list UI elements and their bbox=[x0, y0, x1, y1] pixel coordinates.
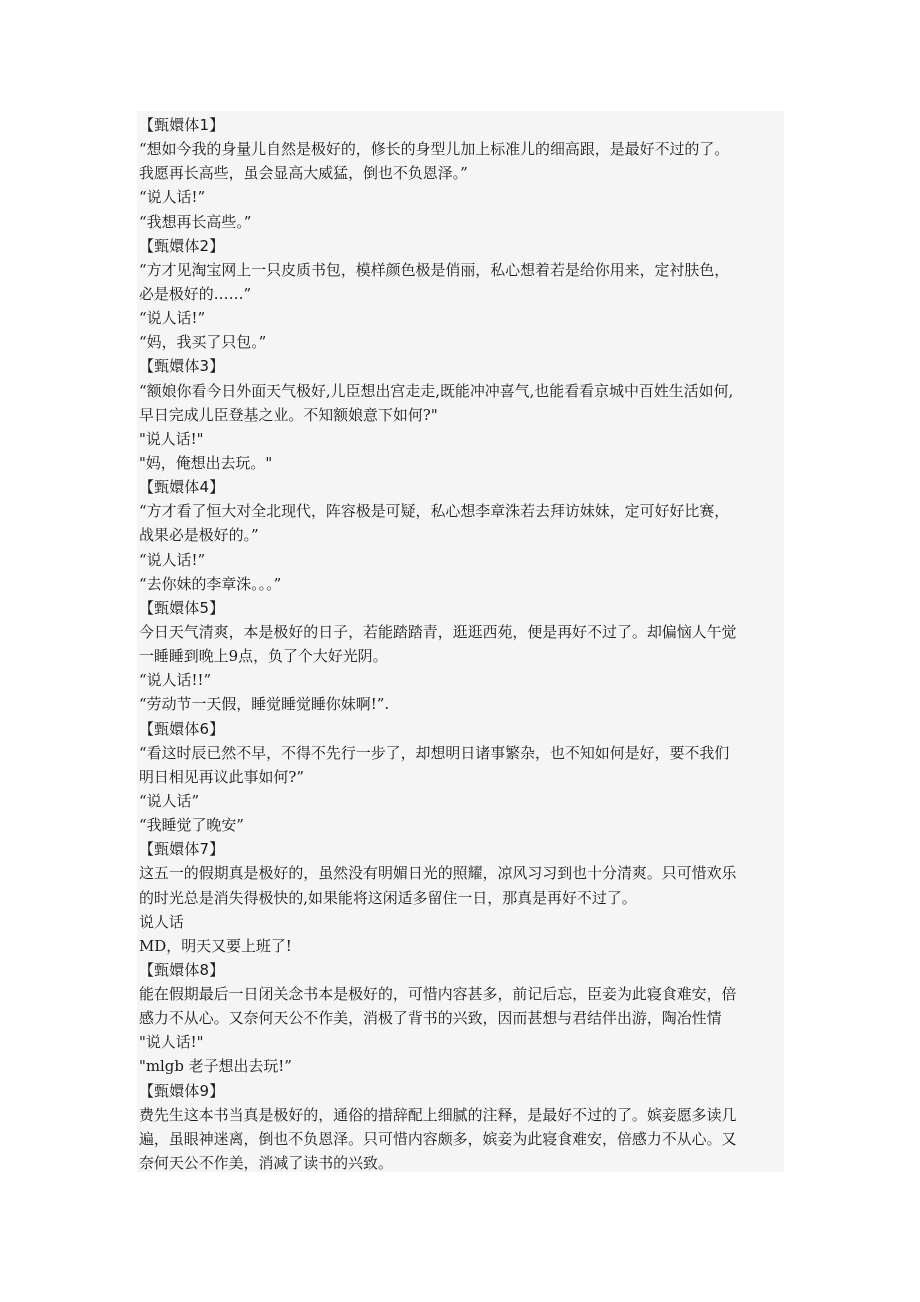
paragraph-line: 费先生这本书当真是极好的，通俗的措辞配上细腻的注释，是最好不过的了。嫔妾愿多读几 bbox=[139, 1105, 737, 1124]
paragraph-line: “说人话!” bbox=[139, 188, 206, 207]
paragraph-line: “说人话!” bbox=[139, 550, 206, 569]
paragraph-line: “说人话!!” bbox=[139, 671, 212, 690]
section-heading: 【甄嬛体2】 bbox=[139, 236, 225, 255]
paragraph-line: “我想再长高些。” bbox=[139, 212, 252, 231]
paragraph-line: 必是极好的……” bbox=[139, 284, 252, 303]
paragraph-line: “去你妹的李章洙。。。” bbox=[139, 574, 282, 593]
section-1 bbox=[139, 113, 789, 234]
paragraph-line: 战果必是极好的。” bbox=[139, 526, 259, 545]
paragraph-line: 遍，虽眼神迷离，倒也不负恩泽。只可惜内容颇多，嫔妾为此寝食难安，倍感力不从心。又 bbox=[139, 1129, 737, 1148]
section-5 bbox=[139, 596, 789, 717]
paragraph-line: "说人话!" bbox=[139, 429, 204, 448]
section-8 bbox=[139, 958, 789, 1079]
paragraph-line: “方才见淘宝网上一只皮质书包，模样颜色极是俏丽，私心想着若是给你用来，定衬肤色， bbox=[139, 260, 730, 279]
paragraph-line: 今日天气清爽，本是极好的日子，若能踏踏青，逛逛西苑，便是再好不过了。却偏恼人午觉 bbox=[139, 622, 737, 641]
paragraph-line: 一睡睡到晚上9点，负了个大好光阴。 bbox=[139, 647, 388, 666]
paragraph-line: 明日相见再议此事如何?” bbox=[139, 767, 305, 786]
paragraph-line: 我愿再长高些，虽会显高大威猛，倒也不负恩泽。” bbox=[139, 164, 468, 183]
section-heading: 【甄嬛体4】 bbox=[139, 478, 225, 497]
section-heading: 【甄嬛体3】 bbox=[139, 357, 225, 376]
section-6 bbox=[139, 717, 789, 838]
paragraph-line: "mlgb 老子想出去玩!” bbox=[139, 1057, 292, 1076]
document-body bbox=[139, 113, 789, 1175]
paragraph-line: “想如今我的身量儿自然是极好的，修长的身型儿加上标准儿的细高跟，是最好不过的了。 bbox=[139, 140, 730, 159]
paragraph-line: “说人话” bbox=[139, 791, 200, 810]
paragraph-line: 这五一的假期真是极好的，虽然没有明媚日光的照耀，凉风习习到也十分清爽。只可惜欢乐 bbox=[139, 864, 737, 883]
paragraph-line: “妈，我买了只包。” bbox=[139, 333, 267, 352]
paragraph-line: “我睡觉了晚安” bbox=[139, 816, 244, 835]
section-2 bbox=[139, 234, 789, 355]
section-heading: 【甄嬛体9】 bbox=[139, 1081, 225, 1100]
section-4 bbox=[139, 475, 789, 596]
section-heading: 【甄嬛体1】 bbox=[139, 116, 225, 134]
paragraph-line: “劳动节一天假，睡觉睡觉睡你妹啊!”. bbox=[139, 695, 390, 714]
section-heading: 【甄嬛体5】 bbox=[139, 598, 225, 617]
paragraph-line: MD，明天又要上班了! bbox=[139, 936, 292, 955]
paragraph-line: 感力不从心。又奈何天公不作美，消极了背书的兴致，因而甚想与君结伴出游，陶冶性情 bbox=[139, 1009, 722, 1028]
section-heading: 【甄嬛体6】 bbox=[139, 719, 225, 738]
paragraph-line: “方才看了恒大对全北现代，阵容极是可疑，私心想李章洙若去拜访妹妹，定可好好比赛， bbox=[139, 502, 730, 521]
section-heading: 【甄嬛体7】 bbox=[139, 840, 225, 859]
paragraph-line: "妈，俺想出去玩。" bbox=[139, 453, 273, 472]
paragraph-line: 奈何天公不作美，消减了读书的兴致。 bbox=[139, 1154, 393, 1173]
section-7 bbox=[139, 837, 789, 958]
paragraph-line: “说人话!” bbox=[139, 309, 206, 328]
paragraph-line: 说人话 bbox=[139, 912, 184, 931]
paragraph-line: "说人话!" bbox=[139, 1033, 204, 1052]
paragraph-line: 早日完成儿臣登基之业。不知额娘意下如何?" bbox=[139, 405, 438, 424]
section-heading: 【甄嬛体8】 bbox=[139, 960, 225, 979]
paragraph-line: 能在假期最后一日闭关念书本是极好的，可惜内容甚多，前记后忘，臣妾为此寝食难安，倍 bbox=[139, 985, 737, 1004]
paragraph-line: “看这时辰已然不早，不得不先行一步了，却想明日诸事繁杂，也不知如何是好，要不我们 bbox=[139, 743, 730, 762]
paragraph-line: 的时光总是消失得极快的,如果能将这闲适多留住一日，那真是再好不过了。 bbox=[139, 888, 637, 907]
paragraph-line: “额娘你看今日外面天气极好,儿臣想出宫走走,既能冲冲喜气,也能看看京城中百姓生活如何, bbox=[139, 381, 734, 400]
section-9 bbox=[139, 1079, 789, 1176]
section-3 bbox=[139, 354, 789, 475]
